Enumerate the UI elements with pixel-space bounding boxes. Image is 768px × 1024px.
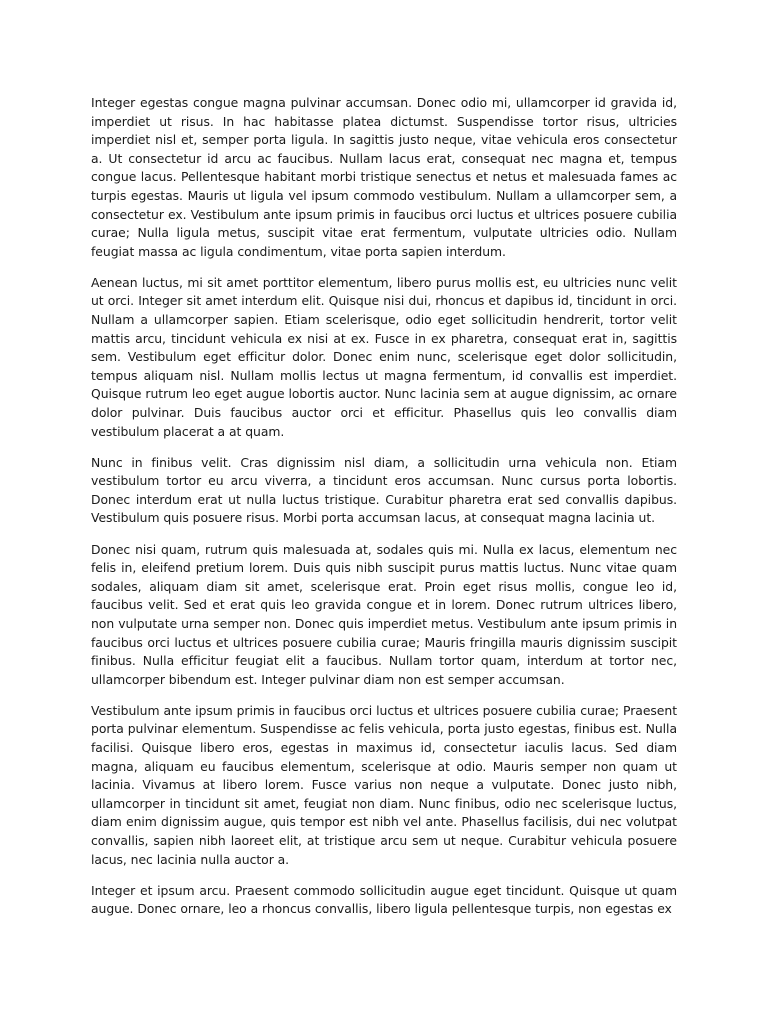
paragraph-4: Donec nisi quam, rutrum quis malesuada at, sodales quis mi. Nulla ex lacus, elementum nec felis in, eleifend pretium lorem. Duis quis nibh suscipit purus mattis luctus. Nunc vitae quam sodales, aliquam diam sit amet, scelerisque erat. Proin eget risus mollis, congue leo id, faucibus velit. Sed et erat quis leo gravida congue et in lorem. Donec rutrum ultrices libero, non vulputate urna semper non. Donec quis imperdiet metus. Vestibulum ante ipsum primis in faucibus orci luctus et ultrices posuere cubilia curae; Mauris fringilla mauris dignissim suscipit finibus. Nulla efficitur feugiat elit a faucibus. Nullam tortor quam, interdum at tortor nec, ullamcorper bibendum est. Integer pulvinar diam non est semper accumsan. xyxy=(91,541,677,687)
paragraph-2: Aenean luctus, mi sit amet porttitor elementum, libero purus mollis est, eu ultricies nunc velit ut orci. Integer sit amet interdum elit. Quisque nisi dui, rhoncus et dapibus id, tincidunt in orci. Nullam a ullamcorper sapien. Etiam scelerisque, odio eget sollicitudin hendrerit, tortor velit mattis arcu, tincidunt vehicula ex nisi at ex. Fusce in ex pharetra, consequat erat in, sagittis sem. Vestibulum eget efficitur dolor. Donec enim nunc, scelerisque eget dolor sollicitudin, tempus aliquam nisl. Nullam mollis lectus ut magna fermentum, id convallis est imperdiet. Quisque rutrum leo eget augue lobortis auctor. Nunc lacinia sem at augue dignissim, ac ornare dolor pulvinar. Duis faucibus auctor orci et efficitur. Phasellus quis leo convallis diam vestibulum placerat a at quam. xyxy=(91,274,677,439)
paragraph-5: Vestibulum ante ipsum primis in faucibus orci luctus et ultrices posuere cubilia curae; Praesent porta pulvinar elementum. Suspendisse ac felis vehicula, porta justo egestas, finibus est. Nulla facilisi. Quisque libero eros, egestas in maximus id, consectetur iaculis lacus. Sed diam magna, aliquam eu faucibus elementum, scelerisque at odio. Mauris semper non quam ut lacinia. Vivamus at libero lorem. Fusce varius non neque a vulputate. Donec justo nibh, ullamcorper in tincidunt sit amet, feugiat non diam. Nunc finibus, odio nec scelerisque luctus, diam enim dignissim augue, quis tempor est nibh vel ante. Phasellus facilisis, dui nec volutpat convallis, sapien nibh laoreet elit, at tristique arcu sem ut neque. Curabitur vehicula posuere lacus, nec lacinia nulla auctor a. xyxy=(91,702,677,867)
document-body xyxy=(91,94,677,919)
paragraph-6: Integer et ipsum arcu. Praesent commodo sollicitudin augue eget tincidunt. Quisque ut quam augue. Donec ornare, leo a rhoncus convallis, libero ligula pellentesque turpis, non egestas ex xyxy=(91,882,677,917)
paragraph-3: Nunc in finibus velit. Cras dignissim nisl diam, a sollicitudin urna vehicula non. Etiam vestibulum tortor eu arcu viverra, a tincidunt eros accumsan. Nunc cursus porta lobortis. Donec interdum erat ut nulla luctus tristique. Curabitur pharetra erat sed convallis dapibus. Vestibulum quis posuere risus. Morbi porta accumsan lacus, at consequat magna lacinia ut. xyxy=(91,454,677,526)
paragraph-1: Integer egestas congue magna pulvinar accumsan. Donec odio mi, ullamcorper id gravida id, imperdiet ut risus. In hac habitasse platea dictumst. Suspendisse tortor risus, ultricies imperdiet nisl et, semper porta ligula. In sagittis justo neque, vitae vehicula eros consectetur a. Ut consectetur id arcu ac faucibus. Nullam lacus erat, consequat nec magna et, tempus congue lacus. Pellentesque habitant morbi tristique senectus et netus et malesuada fames ac turpis egestas. Mauris ut ligula vel ipsum commodo vestibulum. Nullam a ullamcorper sem, a consectetur ex. Vestibulum ante ipsum primis in faucibus orci luctus et ultrices posuere cubilia curae; Nulla ligula metus, suscipit vitae erat fermentum, vulputate ultricies odio. Nullam feugiat massa ac ligula condimentum, vitae porta sapien interdum. xyxy=(91,95,677,259)
